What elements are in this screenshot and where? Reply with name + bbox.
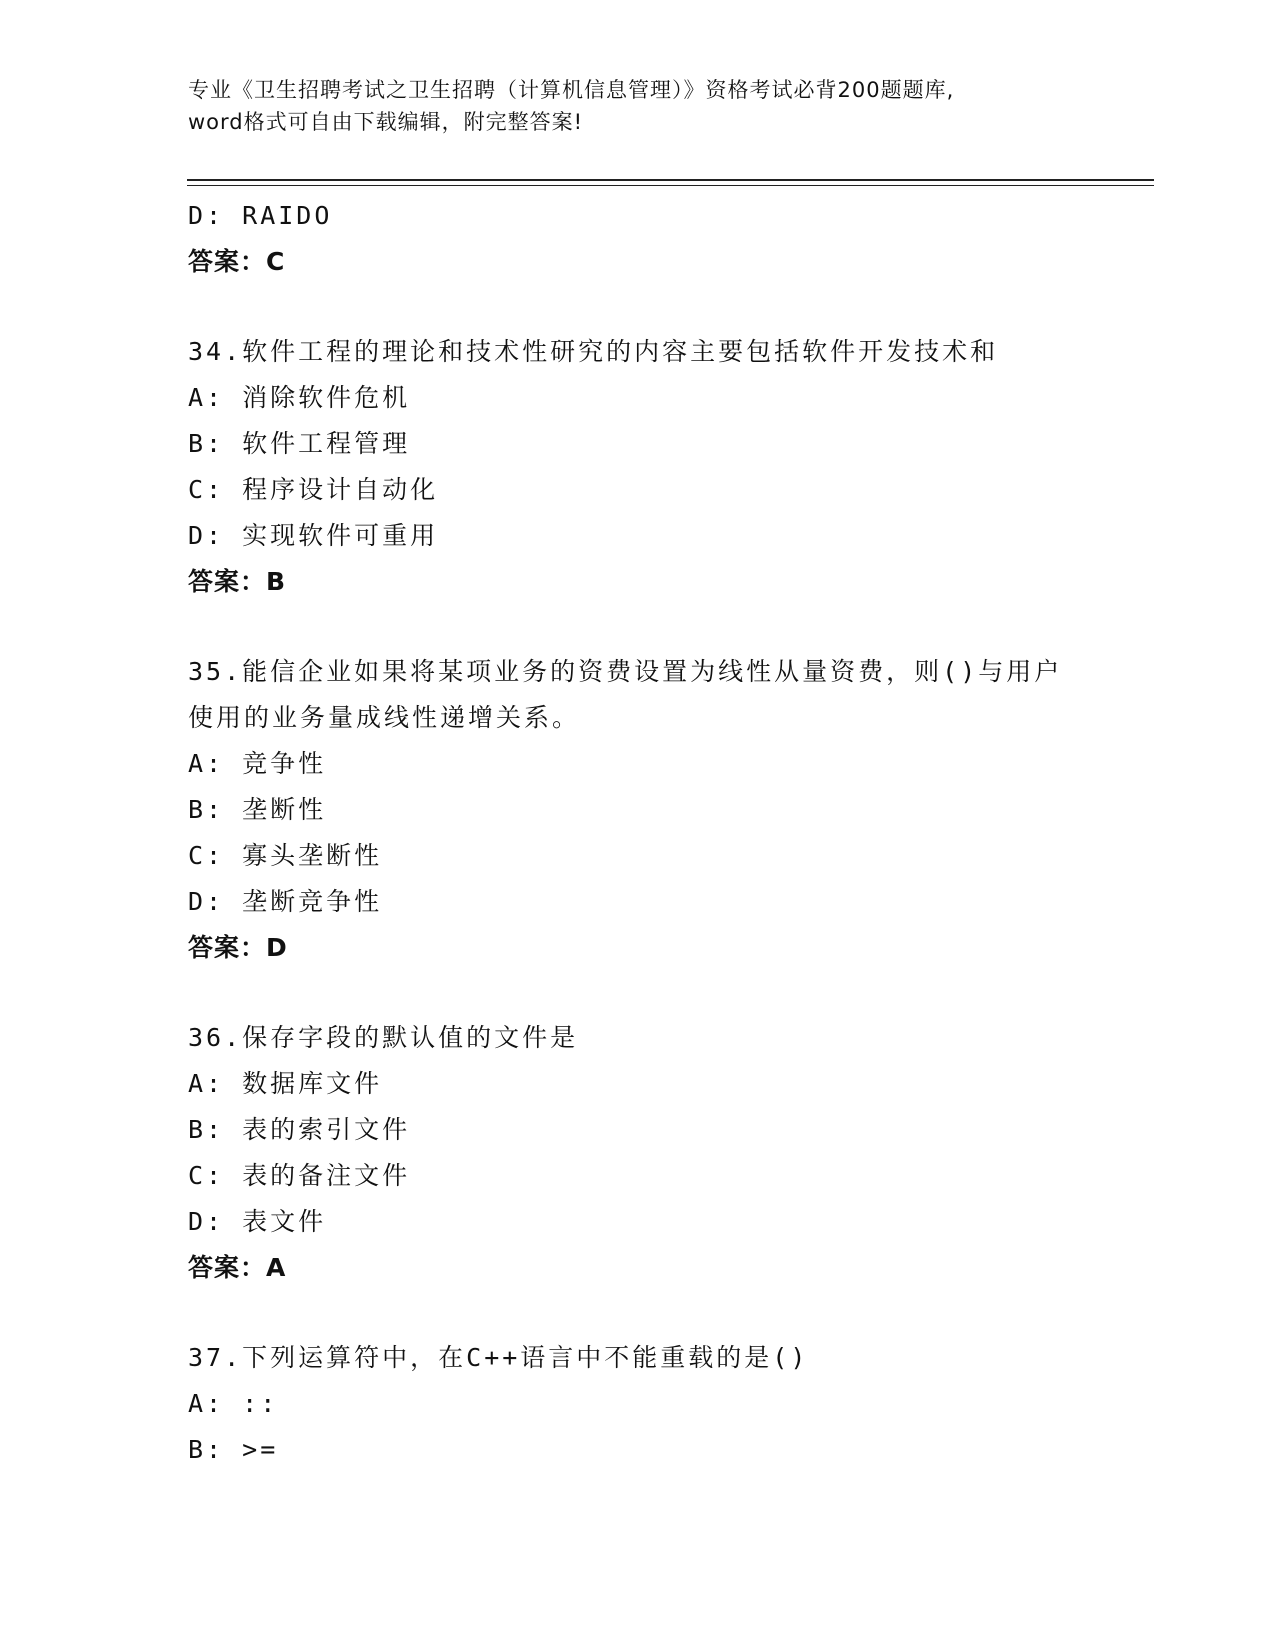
option-d: D: 表文件 xyxy=(188,1207,327,1236)
option-c: C: 程序设计自动化 xyxy=(188,475,439,504)
option-a: A: 消除软件危机 xyxy=(188,383,411,412)
answer-line: 答案：B xyxy=(188,567,287,596)
header-title-line-1: 专业《卫生招聘考试之卫生招聘（计算机信息管理）》资格考试必背200题题库, xyxy=(188,78,955,102)
option-b: B: 软件工程管理 xyxy=(188,429,411,458)
answer-line: 答案：C xyxy=(188,247,286,276)
option-b: B: 垄断性 xyxy=(188,795,327,824)
header-divider-thin xyxy=(187,185,1154,186)
option-d: D: 垄断竞争性 xyxy=(188,887,383,916)
answer-line: 答案：D xyxy=(188,933,288,962)
option-c: C: 表的备注文件 xyxy=(188,1161,411,1190)
question-gap xyxy=(188,971,1148,1015)
header-divider-thick xyxy=(187,179,1154,181)
option-d: D: 实现软件可重用 xyxy=(188,521,439,550)
question-gap xyxy=(188,605,1148,649)
question-36 xyxy=(188,1015,1148,1291)
question-stem: 37.下列运算符中，在C++语言中不能重载的是() xyxy=(188,1343,809,1372)
answer-line: 答案：A xyxy=(188,1253,287,1282)
option-d: D: RAIDO xyxy=(188,201,333,230)
question-stem: 35.能信企业如果将某项业务的资费设置为线性从量资费，则()与用户 xyxy=(188,657,1063,686)
question-33-tail xyxy=(188,193,1148,285)
option-c: C: 寡头垄断性 xyxy=(188,841,383,870)
option-b: B: >= xyxy=(188,1435,279,1464)
document-header xyxy=(188,74,1088,138)
option-a: A: :: xyxy=(188,1389,279,1418)
question-stem-continued: 使用的业务量成线性递增关系。 xyxy=(188,703,581,732)
question-gap xyxy=(188,285,1148,329)
option-b: B: 表的索引文件 xyxy=(188,1115,411,1144)
question-gap xyxy=(188,1291,1148,1335)
header-title-line-2: word格式可自由下载编辑，附完整答案! xyxy=(188,110,584,134)
option-a: A: 竞争性 xyxy=(188,749,327,778)
question-35 xyxy=(188,649,1148,971)
question-34 xyxy=(188,329,1148,605)
question-stem: 36.保存字段的默认值的文件是 xyxy=(188,1023,579,1052)
question-37 xyxy=(188,1335,1148,1473)
question-stem: 34.软件工程的理论和技术性研究的内容主要包括软件开发技术和 xyxy=(188,337,999,366)
option-a: A: 数据库文件 xyxy=(188,1069,383,1098)
question-list xyxy=(188,193,1148,1473)
